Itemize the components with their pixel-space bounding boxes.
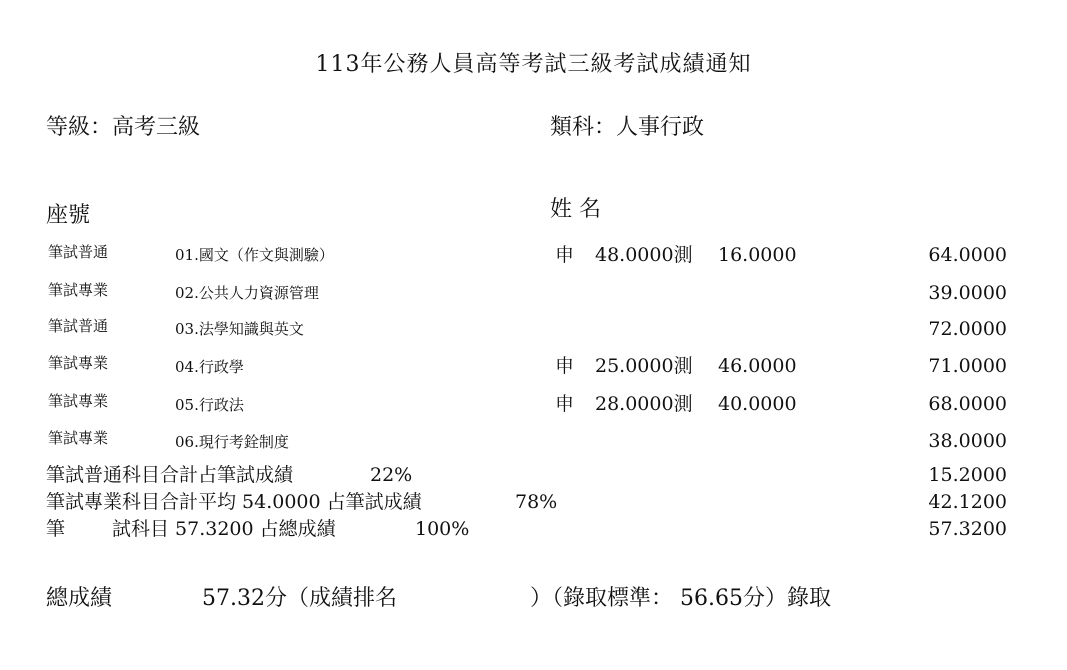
summary-percent: 78% — [515, 491, 558, 513]
subject-type: 筆試專業 — [48, 354, 109, 372]
score-b: 16.0000 — [718, 244, 797, 266]
score-a: 28.0000測 — [595, 393, 693, 415]
subject-name: 06.現行考銓制度 — [175, 433, 289, 451]
subject-type: 筆試專業 — [48, 392, 109, 410]
score-a: 25.0000測 — [595, 355, 693, 377]
subject-total: 68.0000 — [928, 393, 1007, 415]
mark-a: 申 — [555, 393, 575, 415]
summary-total: 42.1200 — [928, 491, 1007, 513]
subject-total: 71.0000 — [928, 355, 1007, 377]
mark-a: 申 — [555, 244, 575, 266]
level-label: 等級：高考三級 — [46, 115, 201, 140]
final-score-rank: 57.32分（成績排名 — [202, 586, 397, 611]
summary-label: 試科目 57.3200 占總成績 — [112, 518, 336, 540]
score-b: 46.0000 — [718, 355, 797, 377]
summary-label-prefix: 筆 — [46, 518, 66, 540]
subject-name: 03.法學知識與英文 — [175, 320, 304, 338]
page-title: 113年公務人員高等考試三級考試成績通知 — [315, 52, 752, 77]
subject-type: 筆試普通 — [48, 243, 109, 261]
subject-total: 64.0000 — [928, 244, 1007, 266]
subject-name: 05.行政法 — [175, 396, 244, 414]
summary-total: 57.3200 — [928, 518, 1007, 540]
score-a: 48.0000測 — [595, 244, 693, 266]
summary-label: 筆試專業科目合計平均 54.0000 占筆試成績 — [46, 491, 422, 513]
mark-a: 申 — [555, 355, 575, 377]
subject-total: 72.0000 — [928, 318, 1007, 340]
subject-total: 39.0000 — [928, 282, 1007, 304]
seat-header: 座號 — [46, 203, 91, 228]
subject-total: 38.0000 — [928, 430, 1007, 452]
final-standard: ）（錄取標準： 56.65分）錄取 — [530, 586, 831, 611]
summary-label: 筆試普通科目合計占筆試成績 — [46, 464, 294, 486]
subject-type: 筆試專業 — [48, 281, 109, 299]
summary-percent: 22% — [370, 464, 413, 486]
subject-name: 02.公共人力資源管理 — [175, 284, 319, 302]
subject-type: 筆試專業 — [48, 429, 109, 447]
final-score-label: 總成績 — [46, 586, 113, 611]
subject-name: 01.國文（作文與測驗） — [175, 246, 334, 264]
category-label: 類科：人事行政 — [550, 115, 705, 140]
subject-type: 筆試普通 — [48, 317, 109, 335]
summary-total: 15.2000 — [928, 464, 1007, 486]
score-b: 40.0000 — [718, 393, 797, 415]
name-header: 姓 名 — [550, 197, 601, 222]
subject-name: 04.行政學 — [175, 358, 244, 376]
summary-percent: 100% — [415, 518, 470, 540]
